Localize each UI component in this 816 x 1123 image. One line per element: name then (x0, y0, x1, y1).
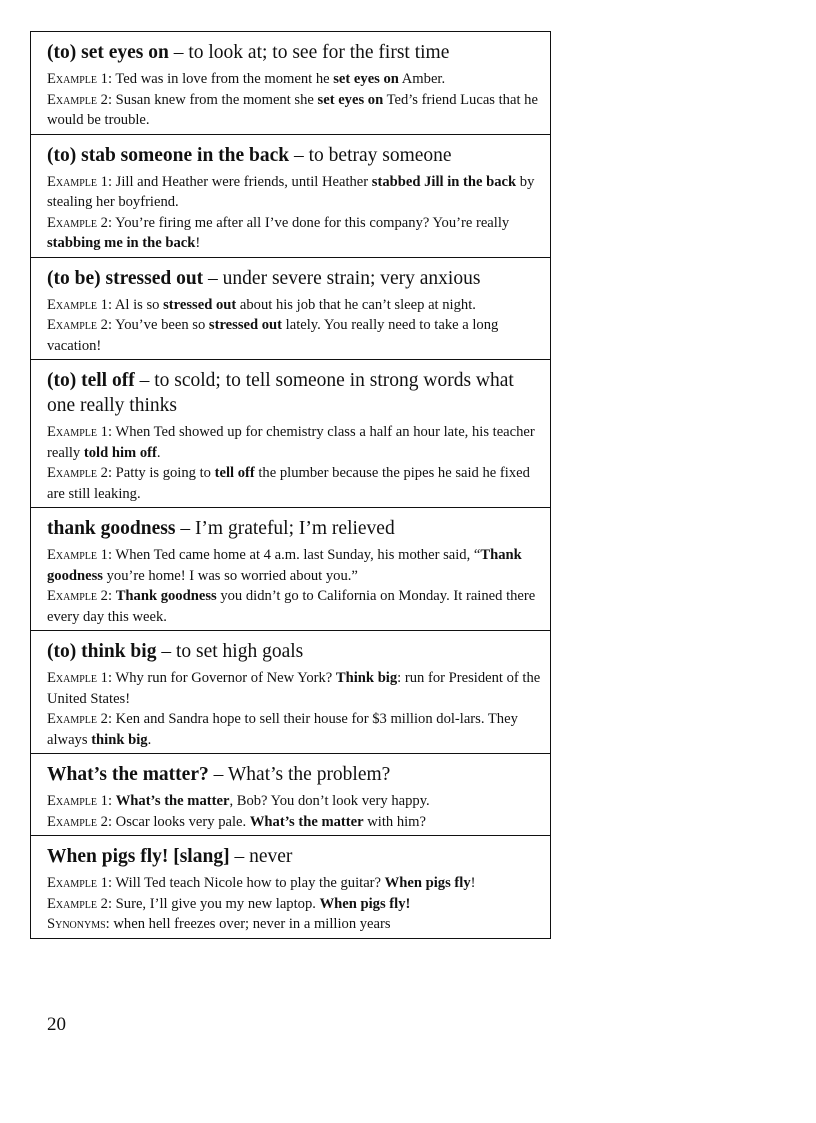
idiom-highlight: Thank goodness (47, 547, 522, 584)
idiom-heading (47, 639, 542, 664)
example-line (47, 586, 542, 627)
example-text: Jill and Heather were friends, until Heather (112, 173, 372, 190)
example-text: Al is so (112, 296, 164, 313)
example-line (47, 873, 542, 894)
example-text: Patty is going to (112, 465, 215, 481)
idiom-highlight: told him off (83, 444, 157, 461)
example-line (47, 315, 542, 356)
idiom-highlight: tell off (214, 465, 255, 481)
example-text: ! (195, 235, 201, 251)
example-line (47, 894, 542, 915)
example-text: you’re home! I was so worried about you.” (102, 567, 358, 584)
example-line (47, 709, 542, 750)
idiom-heading (47, 844, 542, 869)
example-text: . (147, 731, 152, 748)
example-label: Example 2: (47, 711, 113, 727)
example-label: Example 1: (47, 296, 113, 313)
idiom-highlight: stabbing me in the back (47, 235, 196, 251)
idiom-definition: – to betray someone (289, 144, 452, 166)
example-text: Susan knew from the moment she (112, 91, 318, 108)
example-label: Example 2: (47, 214, 113, 231)
idiom-highlight: Thank goodness (115, 588, 217, 604)
example-label: Example 2: (47, 465, 113, 481)
example-line (47, 213, 542, 254)
idiom-highlight: set eyes on (333, 71, 399, 87)
idiom-highlight: When pigs fly (384, 875, 471, 891)
example-text: ! (470, 875, 476, 891)
idiom-highlight: When pigs fly! (319, 895, 411, 912)
example-line (47, 463, 542, 504)
idiom-heading (47, 266, 542, 291)
idiom-definition: – to look at; to see for the first time (168, 42, 450, 63)
idiom-term: (to) set eyes on (47, 42, 169, 63)
idiom-entry (31, 31, 550, 134)
example-label: Example 1: (47, 547, 113, 563)
example-label: Synonyms: (47, 916, 110, 932)
example-text: you didn’t go to California on Monday. It rained there every day this week. (47, 588, 536, 625)
idiom-highlight: set eyes on (317, 91, 384, 108)
synonyms-line (47, 914, 542, 935)
example-line (47, 668, 542, 709)
idiom-highlight: Think big (335, 670, 398, 686)
example-text: Ted’s friend Lucas that he would be trouble. (47, 91, 538, 128)
example-text: Amber. (398, 71, 446, 87)
example-line (47, 90, 542, 131)
idiom-highlight: stressed out (208, 317, 283, 333)
idiom-highlight: stabbed Jill in the back (371, 173, 517, 190)
example-label: Example 1: (47, 424, 113, 440)
example-line (47, 295, 542, 316)
example-line (47, 422, 542, 463)
example-line (47, 791, 542, 812)
example-text: Sure, I’ll give you my new laptop. (112, 895, 320, 912)
example-line (47, 69, 542, 90)
idiom-heading (47, 40, 542, 65)
example-text: with him? (363, 813, 427, 830)
idiom-entry (31, 359, 550, 507)
idiom-term: (to be) stressed out (47, 267, 204, 289)
example-label: Example 1: (47, 875, 113, 891)
example-label: Example 2: (47, 317, 113, 333)
idiom-term: (to) tell off (47, 370, 135, 391)
idiom-entry (31, 134, 550, 257)
idiom-highlight: What’s the matter (249, 813, 364, 830)
example-text: When Ted showed up for chemistry class a half an hour late, his teacher really (47, 424, 535, 461)
example-text: . (156, 444, 161, 461)
example-text: , Bob? You don’t look very happy. (229, 793, 430, 809)
example-text: Ken and Sandra hope to sell their house for $3 million dol-lars. They always (47, 711, 518, 748)
example-text: lately. You really need to take a long vacation! (47, 317, 499, 354)
example-text: Will Ted teach Nicole how to play the guitar? (112, 875, 385, 891)
example-label: Example 1: (47, 173, 113, 190)
example-text: the plumber because the pipes he said he fixed are still leaking. (47, 465, 530, 502)
idiom-term: (to) stab someone in the back (47, 144, 290, 166)
idiom-list (30, 31, 551, 939)
example-text: You’re firing me after all I’ve done for this company? You’re really (112, 214, 510, 231)
example-text: when hell freezes over; never in a million years (109, 916, 391, 932)
idiom-term: (to) think big (47, 641, 157, 662)
example-label: Example 2: (47, 895, 113, 912)
example-label: Example 1: (47, 793, 113, 809)
example-text: : run for President of the United States! (47, 670, 541, 707)
idiom-term: When pigs fly! [slang] (47, 846, 230, 867)
example-label: Example 1: (47, 670, 113, 686)
idiom-highlight: stressed out (163, 296, 237, 313)
example-label: Example 1: (47, 71, 113, 87)
example-text: Oscar looks very pale. (112, 813, 250, 830)
idiom-entry (31, 257, 550, 360)
example-label: Example 2: (47, 813, 113, 830)
idiom-entry (31, 835, 550, 939)
example-label: Example 2: (47, 588, 113, 604)
idiom-definition: – to scold; to tell someone in strong words what one really thinks (47, 370, 514, 416)
example-text: by stealing her boyfriend. (47, 173, 535, 210)
example-text: Why run for Governor of New York? (112, 670, 336, 686)
idiom-highlight: What’s the matter (115, 793, 230, 809)
example-text: about his job that he can’t sleep at night. (236, 296, 476, 313)
example-text: When Ted came home at 4 a.m. last Sunday, his mother said, “ (112, 547, 481, 563)
example-line (47, 812, 542, 833)
example-label: Example 2: (47, 91, 113, 108)
idiom-entry (31, 753, 550, 835)
idiom-term: What’s the matter? (47, 764, 209, 785)
example-line (47, 545, 542, 586)
idiom-heading (47, 516, 542, 541)
example-text: You’ve been so (112, 317, 209, 333)
page-number: 20 (47, 1014, 66, 1035)
example-text: Ted was in love from the moment he (112, 71, 334, 87)
idiom-highlight: think big (91, 731, 148, 748)
idiom-definition: – never (229, 846, 293, 867)
idiom-heading (47, 143, 542, 168)
idiom-definition: – to set high goals (156, 641, 304, 662)
example-line (47, 172, 542, 213)
idiom-heading (47, 368, 542, 418)
idiom-definition: – under severe strain; very anxious (203, 267, 481, 289)
idiom-definition: – I’m grateful; I’m relieved (175, 518, 395, 539)
idiom-definition: – What’s the problem? (208, 764, 391, 785)
idiom-entry (31, 630, 550, 753)
idiom-heading (47, 762, 542, 787)
idiom-entry (31, 507, 550, 630)
idiom-term: thank goodness (47, 518, 176, 539)
